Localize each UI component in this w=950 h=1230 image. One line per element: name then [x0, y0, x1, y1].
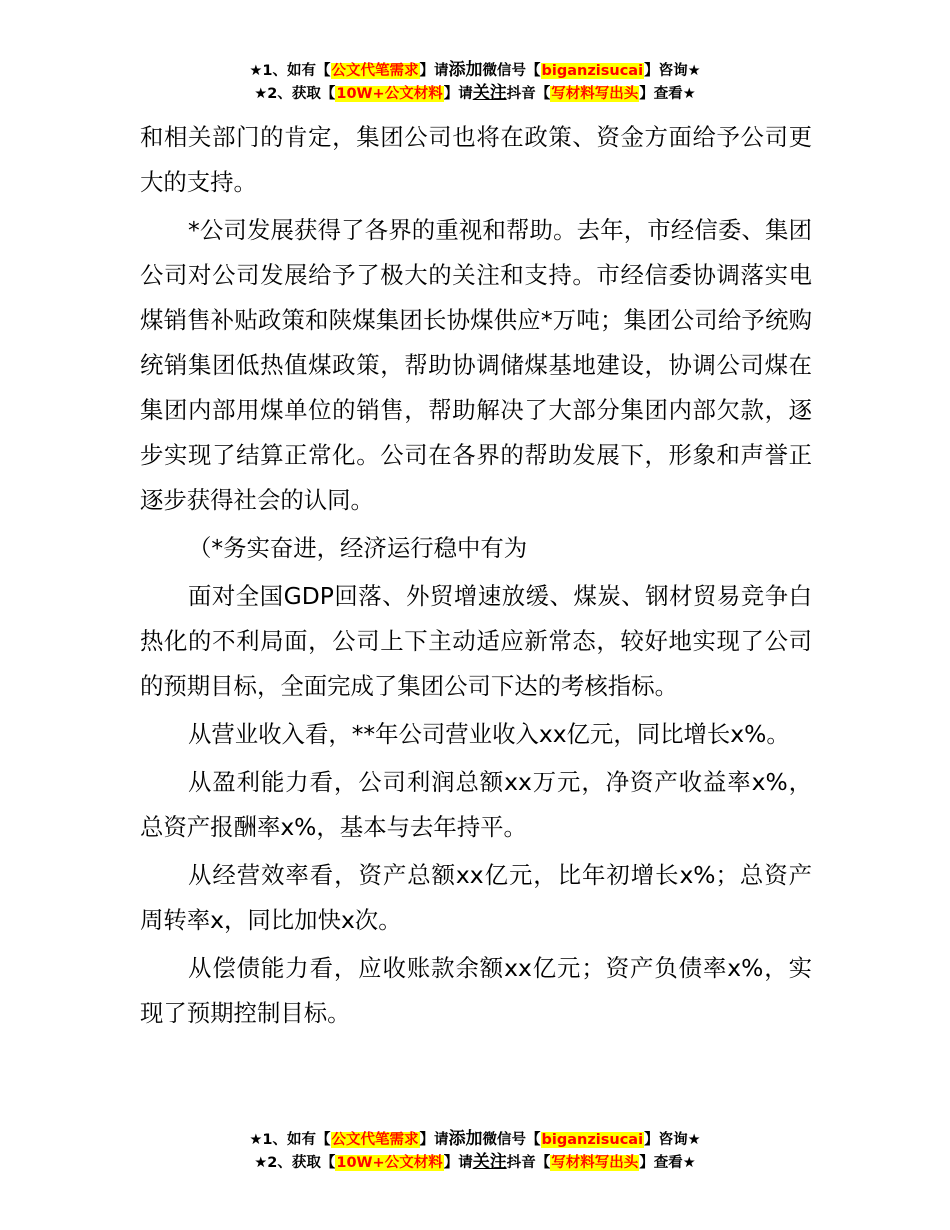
- banner-text: 】请: [443, 1155, 473, 1171]
- banner-line-2: [0, 82, 950, 105]
- highlight-text: 公文代笔需求: [331, 63, 419, 79]
- paragraph: 面对全国GDP回落、外贸增速放缓、煤炭、钢材贸易竞争白热化的不利局面，公司上下主动适应新常态，较好地实现了公司的预期目标，全面完成了集团公司下达的考核指标。: [140, 582, 812, 700]
- emphasis-text: 添加: [448, 60, 483, 80]
- highlight-text: 公文代笔需求: [331, 1132, 419, 1148]
- banner-text: 微信号【: [482, 63, 541, 79]
- emphasis-text: 添加: [448, 1129, 483, 1149]
- banner-text: 】请: [443, 86, 473, 102]
- banner-text: 微信号【: [482, 1132, 541, 1148]
- banner-text: 】查看★: [639, 1155, 696, 1171]
- douyin-id-highlight: 写材料写出头: [551, 1155, 639, 1171]
- banner-text: ★2、获取【: [254, 86, 336, 102]
- banner-text: 】咨询★: [644, 63, 701, 79]
- banner-text: ★1、如有【: [249, 1132, 331, 1148]
- highlight-text: 10W+公文材料: [336, 86, 443, 102]
- banner-line-1: [0, 1128, 950, 1151]
- banner-text: 】请: [419, 63, 449, 79]
- banner-line-2: [0, 1151, 950, 1174]
- banner-text: 抖音【: [506, 1155, 551, 1171]
- paragraph: 从经营效率看，资产总额xx亿元，比年初增长x%；总资产周转率x，同比加快x次。: [140, 861, 812, 934]
- paragraph: 从盈利能力看，公司利润总额xx万元，净资产收益率x%，总资产报酬率x%，基本与去年持平。: [140, 768, 812, 841]
- highlight-text: 10W+公文材料: [336, 1155, 443, 1171]
- emphasis-text: 关注: [472, 1152, 507, 1172]
- douyin-id-highlight: 写材料写出头: [551, 86, 639, 102]
- banner-text: 抖音【: [506, 86, 551, 102]
- wechat-id-highlight: biganzisucai: [541, 63, 644, 79]
- paragraph: 和相关部门的肯定，集团公司也将在政策、资金方面给予公司更大的支持。: [140, 123, 812, 196]
- document-body: [140, 115, 812, 1039]
- banner-text: 】咨询★: [644, 1132, 701, 1148]
- banner-text: 】查看★: [639, 86, 696, 102]
- section-heading: （*务实奋进，经济运行稳中有为: [188, 534, 528, 562]
- paragraph: 从营业收入看，**年公司营业收入xx亿元，同比增长x%。: [188, 720, 790, 748]
- emphasis-text: 关注: [472, 83, 507, 103]
- paragraph: 从偿债能力看，应收账款余额xx亿元；资产负债率x%，实现了预期控制目标。: [140, 954, 812, 1027]
- banner-text: 】请: [419, 1132, 449, 1148]
- banner-text: ★1、如有【: [249, 63, 331, 79]
- paragraph: *公司发展获得了各界的重视和帮助。去年，市经信委、集团公司对公司发展给予了极大的关注和支持。市经信委协调落实电煤销售补贴政策和陕煤集团长协煤供应*万吨；集团公司给予统购统销集团低热值煤政策，帮助协调储煤基地建设，协调公司煤在集团内部用煤单位的销售，帮助解决了大部分集团内部欠款，逐步实现了结算正常化。公司在各界的帮助发展下，形象和声誉正逐步获得社会的认同。: [140, 216, 812, 514]
- banner-text: ★2、获取【: [254, 1155, 336, 1171]
- header-banner: [0, 59, 950, 105]
- wechat-id-highlight: biganzisucai: [541, 1132, 644, 1148]
- banner-line-1: [0, 59, 950, 82]
- footer-banner: [0, 1128, 950, 1174]
